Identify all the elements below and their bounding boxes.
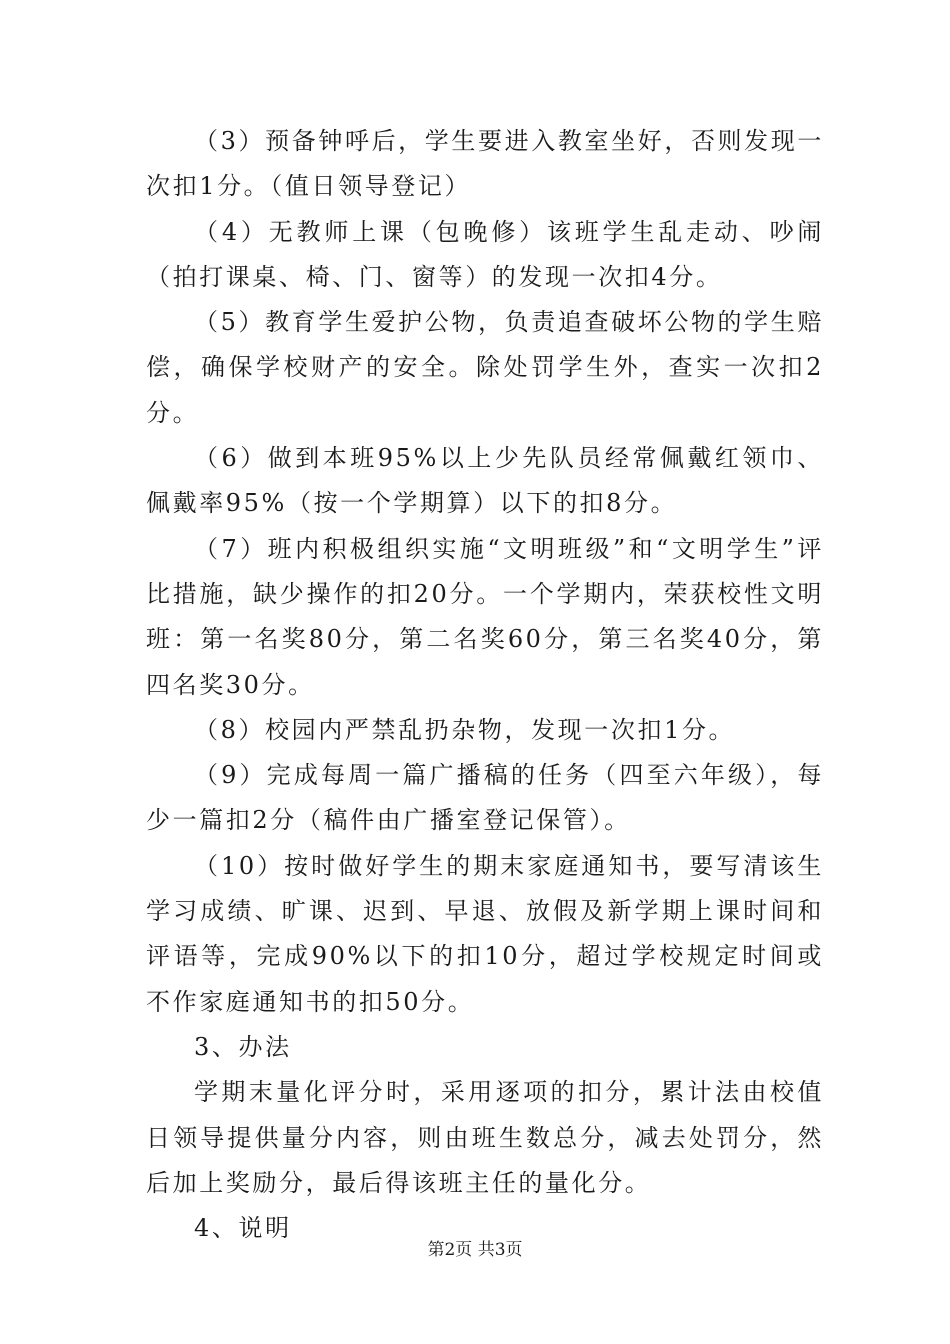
paragraph-rule-4: （4）无教师上课（包晚修）该班学生乱走动、吵闹（拍打课桌、椅、门、窗等）的发现一次扣4分。 (146, 217, 824, 291)
paragraph-method: 学期末量化评分时，采用逐项的扣分，累计法由校值日领导提供量分内容，则由班生数总分，减去处罚分，然后加上奖励分，最后得该班主任的量化分。 (146, 1078, 824, 1197)
page-number-label: 第2页 共3页 (427, 1240, 523, 1260)
paragraph-rule-7: （7）班内积极组织实施“文明班级”和“文明学生”评比措施，缺少操作的扣20分。一个学期内，荣获校性文明班：第一名奖80分，第二名奖60分，第三名奖40分，第四名奖30分。 (146, 534, 824, 699)
paragraph-rule-6: （6）做到本班95%以上少先队员经常佩戴红领巾、佩戴率95%（按一个学期算）以下的扣8分。 (146, 444, 824, 518)
paragraph-rule-5: （5）教育学生爱护公物，负责追查破坏公物的学生赔偿，确保学校财产的安全。除处罚学生外，查实一次扣2分。 (146, 308, 824, 427)
paragraph-rule-10: （10）按时做好学生的期末家庭通知书，要写清该生学习成绩、旷课、迟到、早退、放假及新学期上课时间和评语等，完成90%以下的扣10分，超过学校规定时间或不作家庭通知书的扣50分。 (146, 851, 824, 1016)
paragraph-rule-3: （3）预备钟呼后，学生要进入教室坐好，否则发现一次扣1分。（值日领导登记） (146, 127, 824, 201)
page-footer (0, 1238, 950, 1262)
document-body (146, 119, 824, 1251)
paragraph-rule-8: （8）校园内严禁乱扔杂物，发现一次扣1分。 (194, 715, 736, 744)
section-heading-method: 3、办法 (194, 1032, 292, 1061)
section-heading-notes: 4、说明 (194, 1214, 292, 1243)
paragraph-rule-9: （9）完成每周一篇广播稿的任务（四至六年级），每少一篇扣2分（稿件由广播室登记保管）。 (146, 761, 824, 835)
